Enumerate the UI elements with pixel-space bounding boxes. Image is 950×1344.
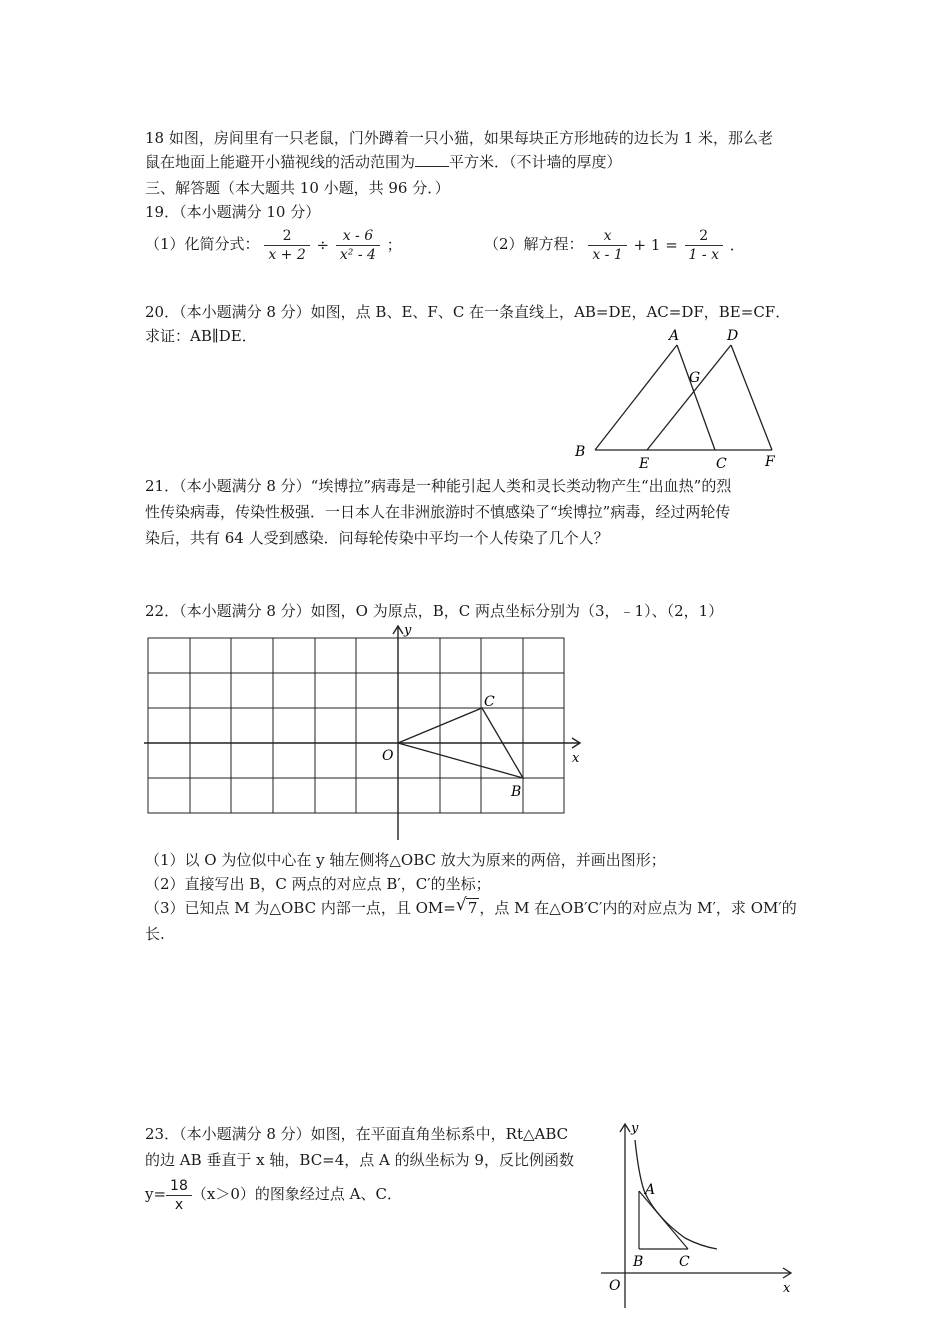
q23-hyperbola-graph xyxy=(595,1118,800,1314)
q22-point-c-label: C xyxy=(484,694,495,710)
q23-line3-start: y= xyxy=(145,1185,167,1203)
q19-semicolon: ； xyxy=(386,236,402,254)
q18-line2-start: 鼠在地面上能避开小猫视线的活动范围为 xyxy=(145,153,416,171)
q22-axis-y-label: y xyxy=(404,623,412,638)
q19-part1 xyxy=(145,222,404,267)
q19-frac1-numerator: 2 xyxy=(264,227,309,246)
q23-line1: 23．（本小题满分 8 分）如图，在平面直角坐标系中，Rt△ABC xyxy=(145,1125,569,1143)
q19-divide-sign: ÷ xyxy=(316,236,330,254)
q20-label-g: G xyxy=(689,370,701,386)
q22-line1: 22．（本小题满分 8 分）如图，O 为原点，B，C 两点坐标分别为（3，﹣1）、（2，1） xyxy=(145,602,724,620)
q19-part2 xyxy=(484,222,747,267)
q23-axes xyxy=(601,1124,791,1308)
q19-period: ． xyxy=(729,236,745,254)
q22-part1: （1）以 O 为位似中心在 y 轴左侧将△OBC 放大为原来的两倍，并画出图形； xyxy=(145,851,666,869)
q19-frac1-denominator: x + 2 xyxy=(268,246,306,263)
section-3-heading: 三、解答题（本大题共 10 小题，共 96 分．） xyxy=(145,179,450,197)
q22-origin-label: O xyxy=(382,748,394,764)
q22-radicand: 7 xyxy=(467,899,478,917)
q23-point-b-label: B xyxy=(633,1254,644,1270)
q20-label-a: A xyxy=(669,328,680,344)
q19-fraction-2 xyxy=(336,227,380,264)
q20-label-d: D xyxy=(727,328,739,344)
q20-line2: 求证：AB∥DE． xyxy=(145,327,257,345)
q19-frac4-denominator: 1 - x xyxy=(688,246,719,263)
q21-line3: 染后，共有 64 人受到感染．问每轮传染中平均一个人传染了几个人？ xyxy=(145,529,609,547)
q19-frac3-denominator: x - 1 xyxy=(592,246,623,263)
q19-frac2-denominator: x² - 4 xyxy=(339,246,376,263)
q23-line2: 的边 AB 垂直于 x 轴，BC=4，点 A 的纵坐标为 9，反比例函数 xyxy=(145,1151,574,1169)
q19-fraction-4 xyxy=(685,227,723,264)
q22-grid-lines xyxy=(148,638,564,813)
q22-part3-continued: 长. xyxy=(145,925,165,943)
q23-frac-numerator: 18 xyxy=(166,1177,192,1196)
q22-part3-end: ，点 M 在△OB′C′内的对应点为 M′，求 OM′的 xyxy=(479,899,797,917)
q22-axis-x-label: x xyxy=(572,751,580,766)
q19-frac3-numerator: x xyxy=(588,227,626,246)
q23-origin-label: O xyxy=(609,1278,621,1294)
q19-part2-label: （2）解方程： xyxy=(484,235,584,253)
q20-label-b: B xyxy=(575,444,586,460)
q18-line1: 18 如图，房间里有一只老鼠，门外蹲着一只小猫，如果每块正方形地砖的边长为 1 米，那么老 xyxy=(145,129,773,147)
q23-line3-end: （x＞0）的图象经过点 A、C． xyxy=(191,1185,402,1203)
q18-answer-blank xyxy=(415,152,449,167)
q22-sqrt-7 xyxy=(455,895,480,918)
q22-part2: （2）直接写出 B，C 两点的对应点 B′，C′的坐标； xyxy=(145,875,491,893)
q21-line2: 性传染病毒，传染性极强．一日本人在非洲旅游时不慎感染了“埃博拉”病毒，经过两轮传 xyxy=(145,503,731,521)
q19-title: 19．（本小题满分 10 分） xyxy=(145,203,321,221)
q23-triangle-abc xyxy=(639,1191,688,1249)
q19-fraction-3 xyxy=(588,227,626,264)
q21-line1: 21．（本小题满分 8 分）“埃博拉”病毒是一种能引起人类和灵长类动物产生“出血热”的烈 xyxy=(145,477,732,495)
q19-fraction-1 xyxy=(264,227,309,264)
q23-line3 xyxy=(145,1172,402,1216)
q23-axis-y-label: y xyxy=(631,1121,639,1136)
q23-axis-x-label: x xyxy=(783,1281,791,1296)
q22-point-b-label: B xyxy=(511,784,522,800)
q19-part1-label: （1）化简分式： xyxy=(145,235,260,253)
q19-frac2-numerator: x - 6 xyxy=(336,227,380,246)
q22-part3 xyxy=(145,895,797,918)
q20-label-f: F xyxy=(765,454,775,470)
q23-point-a-label: A xyxy=(645,1182,656,1198)
q22-part3-start: （3）已知点 M 为△OBC 内部一点，且 OM= xyxy=(145,899,456,917)
q18-line2-end: 平方米．（不计墙的厚度） xyxy=(449,153,622,171)
q23-fraction xyxy=(166,1177,192,1214)
q22-coordinate-grid xyxy=(140,620,590,842)
q20-label-c: C xyxy=(716,456,727,472)
q19-plus-one: + 1 = xyxy=(633,236,678,254)
q23-frac-denominator: x xyxy=(174,1196,184,1213)
q20-line1: 20．（本小题满分 8 分）如图，点 B、E、F、C 在一条直线上，AB=DE，AC=DF，BE=CF． xyxy=(145,303,791,321)
q23-point-c-label: C xyxy=(679,1254,690,1270)
q20-label-e: E xyxy=(639,456,650,472)
q20-triangle-figure xyxy=(565,322,795,472)
q18-line2 xyxy=(145,152,622,172)
q22-axes xyxy=(144,626,580,840)
q19-frac4-numerator: 2 xyxy=(685,227,723,246)
sqrt-icon: √ xyxy=(455,895,467,915)
